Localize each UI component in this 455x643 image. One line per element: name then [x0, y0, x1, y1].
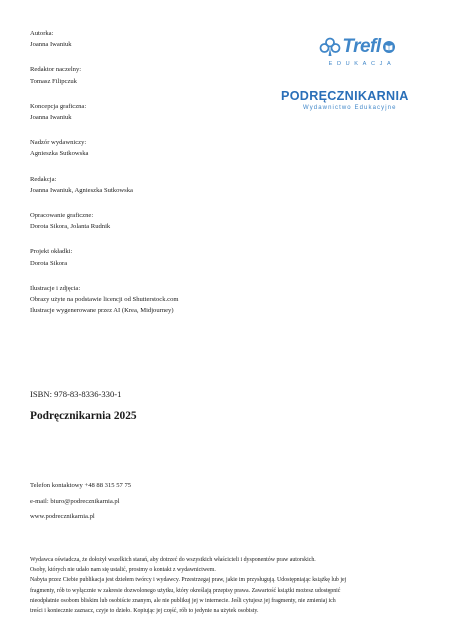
notice-line: fragmenty, rób to wyłącznie w zakresie dozwolonego użytku, który określają przepisy prawa. Zawartość książki możesz udostępnić [30, 587, 341, 594]
contact-info [30, 478, 131, 525]
podrecznikarnia-wordmark: PODRĘCZNIKARNIA [281, 89, 409, 103]
credit-publishing-supervision [30, 137, 280, 159]
credit-name: Tomasz Filipczuk [30, 77, 77, 85]
edukacja-wordmark: EDUKACJA [328, 61, 396, 67]
credit-author [30, 28, 280, 50]
credit-role: Nadzór wydawniczy: [30, 139, 87, 147]
copyright-notice [30, 555, 432, 616]
credit-cover-design [30, 246, 280, 268]
credit-name: Obrazy użyte na podstawie licencji od Shutterstock.com [30, 296, 179, 304]
credit-graphic-design [30, 210, 280, 232]
credit-role: Redakcja: [30, 175, 57, 183]
credit-name: Dorota Sikora [30, 259, 68, 267]
publisher-logos [281, 36, 427, 111]
credit-name: Joanna Iwaniuk, Agnieszka Sutkowska [30, 186, 133, 194]
notice-line: treści i koniecznie zaznacz, czyje to dzieło. Kopiując jej część, rób to jedynie na użytek osobisty. [30, 608, 259, 615]
credit-name: Joanna Iwaniuk [30, 114, 72, 122]
contact-website: www.podrecznikarnia.pl [30, 513, 95, 521]
credit-name: Ilustracje wygenerowane przez AI (Krea, Midjourney) [30, 307, 174, 315]
credit-role: Autorka: [30, 30, 54, 37]
notice-line: nieodpłatnie osobom bliskim lub osobiście znanym, ale nie publikuj jej w internecie. Jeśli cytujesz jej fragmenty, nie zmieniaj ich [30, 597, 336, 604]
publication-title: Podręcznikarnia 2025 [30, 410, 137, 422]
credit-role: Projekt okładki: [30, 248, 73, 256]
credit-graphic-concept [30, 101, 280, 123]
isbn: ISBN: 978-83-8336-330-1 [30, 389, 122, 399]
notice-line: Nabyta przez Ciebie publikacja jest dziełem twórcy i wydawcy. Przestrzegaj praw, jakie im przysługują. Udostępniając książkę lub jej [30, 577, 347, 584]
credit-illustrations [30, 283, 280, 317]
credit-editor-in-chief [30, 64, 280, 86]
credit-editing [30, 174, 280, 196]
credit-role: Opracowanie graficzne: [30, 212, 94, 220]
trefl-wordmark: Trefl [342, 36, 381, 57]
podrecznikarnia-tagline: Wydawnictwo Edukacyjne [303, 105, 397, 111]
notice-line: Wydawca oświadcza, że dołożył wszelkich starań, aby dotrzeć do wszystkich właścicieli i dysponentów praw autorskich. [30, 557, 316, 563]
credit-role: Redaktor naczelny: [30, 66, 82, 74]
book-icon [383, 41, 395, 53]
credit-name: Agnieszka Sutkowska [30, 150, 89, 158]
credits-list [30, 28, 280, 330]
contact-email: e-mail: biuro@podrecznikarnia.pl [30, 497, 120, 505]
credit-role: Ilustracje i zdjęcia: [30, 284, 81, 292]
clover-icon [319, 37, 341, 57]
notice-line: Osoby, których nie udało nam się ustalić, prosimy o kontakt z wydawnictwem. [30, 567, 216, 574]
credit-role: Koncepcja graficzna: [30, 102, 87, 110]
credit-name: Dorota Sikora, Jolanta Rudnik [30, 223, 111, 231]
contact-phone: Telefon kontaktowy +48 88 315 57 75 [30, 482, 132, 489]
trefl-logo [287, 36, 427, 58]
credit-name: Joanna Iwaniuk [30, 41, 72, 49]
